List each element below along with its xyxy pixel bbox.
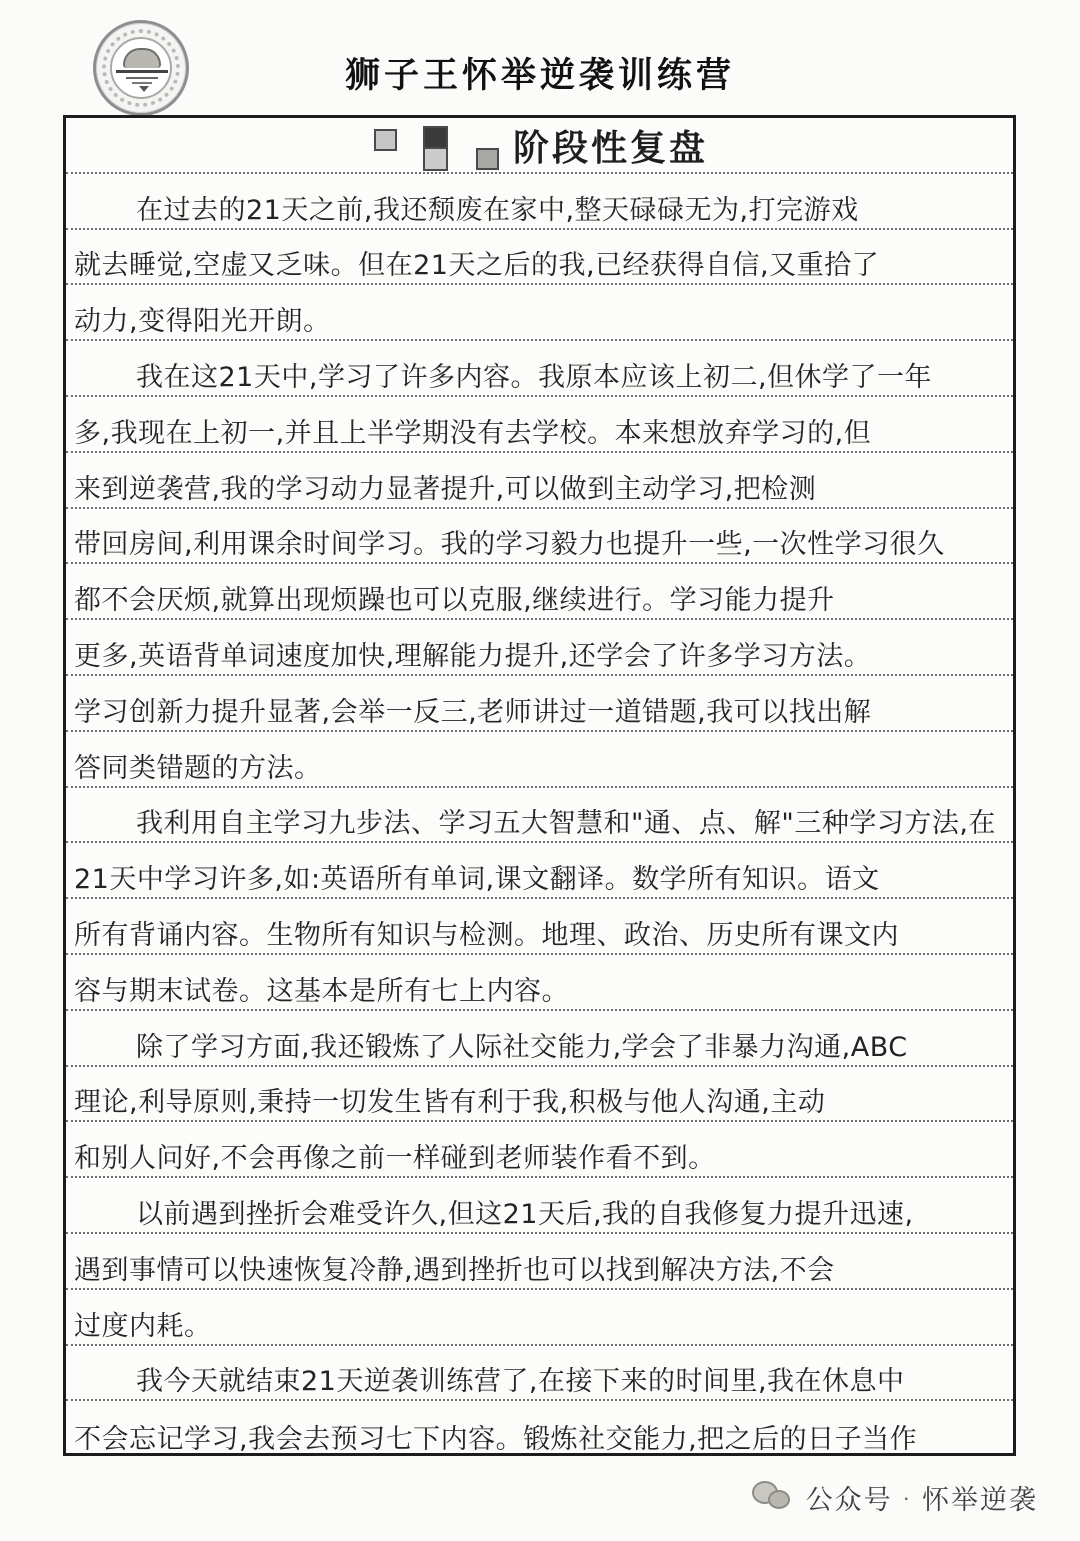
essay-line: 我今天就结束21天逆袭训练营了,在接下来的时间里,我在休息中 <box>66 1346 1013 1402</box>
essay-heading: 阶段性复盘 <box>513 127 709 169</box>
wechat-bubbles-icon <box>752 1481 796 1515</box>
essay-line: 在过去的21天之前,我还颓废在家中,整天碌碌无为,打完游戏 <box>66 174 1013 230</box>
essay-line: 来到逆袭营,我的学习动力显著提升,可以做到主动学习,把检测 <box>66 453 1013 509</box>
essay-line: 和别人问好,不会再像之前一样碰到老师装作看不到。 <box>66 1122 1013 1178</box>
essay-line: 更多,英语背单词速度加快,理解能力提升,还学会了许多学习方法。 <box>66 620 1013 676</box>
essay-line: 除了学习方面,我还锻炼了人际社交能力,学会了非暴力沟通,ABC <box>66 1011 1013 1067</box>
footer-platform-label: 公众号 <box>805 1485 893 1515</box>
decor-square-icon <box>476 148 499 170</box>
heading-row <box>66 118 1013 174</box>
writing-sheet <box>63 115 1016 1456</box>
essay-line: 理论,利导原则,秉持一切发生皆有利于我,积极与他人沟通,主动 <box>66 1067 1013 1123</box>
decor-square-icon <box>374 129 397 151</box>
essay-line: 容与期末试卷。这基本是所有七上内容。 <box>66 955 1013 1011</box>
essay-line: 我利用自主学习九步法、学习五大智慧和"通、点、解"三种学习方法,在 <box>66 788 1013 844</box>
essay-line: 21天中学习许多,如:英语所有单词,课文翻译。数学所有知识。语文 <box>66 843 1013 899</box>
wechat-account-footer <box>752 1478 1038 1517</box>
essay-line: 我在这21天中,学习了许多内容。我原本应该上初二,但休学了一年 <box>66 341 1013 397</box>
essay-line: 多,我现在上初一,并且上半学期没有去学校。本来想放弃学习的,但 <box>66 397 1013 453</box>
essay-line: 就去睡觉,空虚又乏味。但在21天之后的我,已经获得自信,又重拾了 <box>66 230 1013 286</box>
essay-line: 都不会厌烦,就算出现烦躁也可以克服,继续进行。学习能力提升 <box>66 564 1013 620</box>
footer-separator: · <box>902 1484 912 1510</box>
essay-line: 所有背诵内容。生物所有知识与检测。地理、政治、历史所有课文内 <box>66 899 1013 955</box>
essay-line: 学习创新力提升显著,会举一反三,老师讲过一道错题,我可以找出解 <box>66 676 1013 732</box>
essay-line: 动力,变得阳光开朗。 <box>66 285 1013 341</box>
essay-line: 以前遇到挫折会难受许久,但这21天后,我的自我修复力提升迅速, <box>66 1178 1013 1234</box>
page-title: 狮子王怀举逆袭训练营 <box>344 56 735 95</box>
essay-line: 不会忘记学习,我会去预习七下内容。锻炼社交能力,把之后的日子当作 <box>74 1424 918 1456</box>
essay-line: 过度内耗。 <box>66 1290 1013 1346</box>
footer-account-name: 怀举逆袭 <box>922 1485 1038 1515</box>
essay-line: 遇到事情可以快速恢复冷静,遇到挫折也可以找到解决方法,不会 <box>66 1234 1013 1290</box>
essay-line: 答同类错题的方法。 <box>66 732 1013 788</box>
decor-stacked-square-icon <box>423 126 448 171</box>
essay-line: 带回房间,利用课余时间学习。我的学习毅力也提升一些,一次性学习很久 <box>66 509 1013 565</box>
